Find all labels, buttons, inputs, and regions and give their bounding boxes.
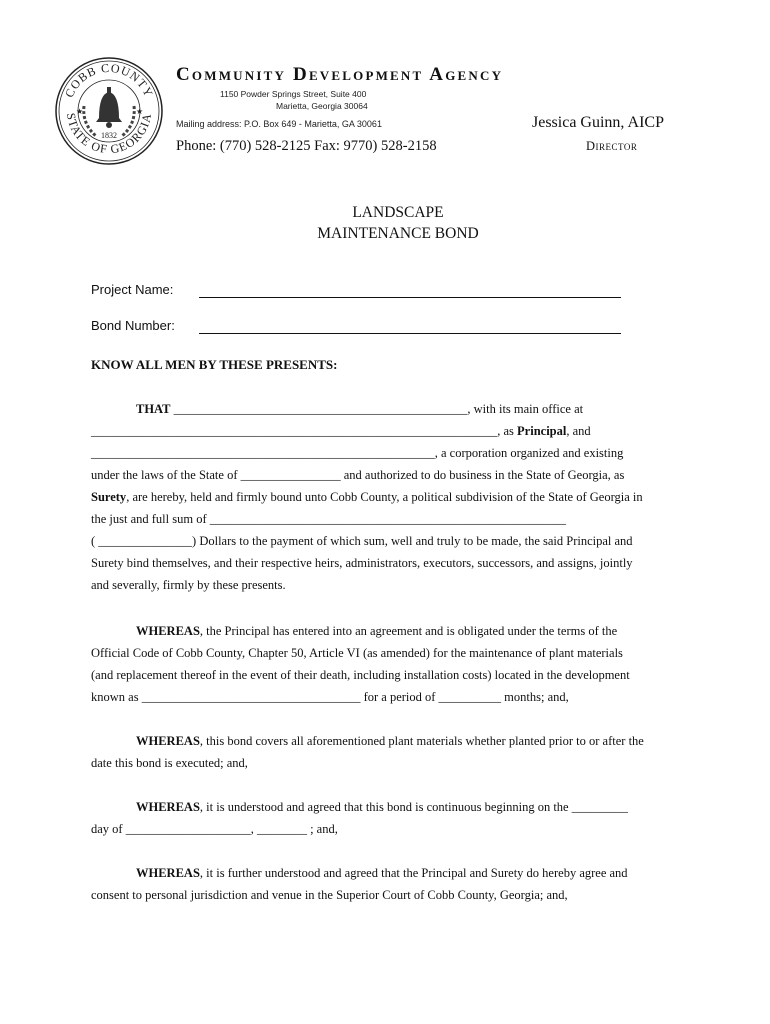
whereas-paragraph-1 <box>91 620 716 708</box>
text-line: the just and full sum of _________________________________________________________ <box>91 512 566 526</box>
agency-name: Community Development Agency <box>176 64 504 85</box>
bond-number-field[interactable] <box>199 333 621 334</box>
address-line-1: 1150 Powder Springs Street, Suite 400 <box>220 89 367 99</box>
whereas-paragraph-3 <box>91 796 716 840</box>
text-line: _______________________________________________________, a corporation organized and existing <box>91 446 624 460</box>
text-line: , this bond covers all aforementioned plant materials whether planted prior to or after the <box>199 734 644 748</box>
text-line: ( _______________) Dollars to the payment of which sum, well and truly to be made, the said Principal and <box>91 534 633 548</box>
text-line: and severally, firmly by these presents. <box>91 578 286 592</box>
seal-bottom-text: STATE OF GEORGIA <box>63 111 155 157</box>
whereas-paragraph-4 <box>91 862 716 906</box>
bond-number-label: Bond Number: <box>91 318 175 333</box>
whereas-paragraph-2 <box>91 730 716 774</box>
director-title: Director <box>586 139 638 153</box>
text-line: date this bond is executed; and, <box>91 756 248 770</box>
principal-label: Principal <box>517 424 567 438</box>
bell-icon <box>96 92 122 122</box>
director-name: Jessica Guinn, AICP <box>532 114 664 131</box>
text-line: , and <box>566 424 591 438</box>
phone-fax: Phone: (770) 528-2125 Fax: 9770) 528-2158 <box>176 138 437 154</box>
text-line: , are hereby, held and firmly bound unto Cobb County, a political subdivision of the State of Georgia in <box>126 490 643 504</box>
mailing-address: Mailing address: P.O. Box 649 - Marietta, GA 30061 <box>176 119 382 129</box>
star-icon: ★ <box>76 107 84 116</box>
surety-label: Surety <box>91 490 127 504</box>
whereas-label: WHEREAS <box>136 800 200 814</box>
know-all-men-heading: KNOW ALL MEN BY THESE PRESENTS: <box>91 357 338 372</box>
text-line: under the laws of the State of ________________ and authorized to do business in the State of Georgia, as <box>91 468 625 482</box>
that-label: THAT <box>136 402 171 416</box>
text-line: , it is understood and agreed that this bond is continuous beginning on the _________ <box>199 800 628 814</box>
text-line: Official Code of Cobb County, Chapter 50, Article VI (as amended) for the maintenance of plant materials <box>91 646 623 660</box>
cobb-county-seal <box>54 56 164 166</box>
seal-top-text: COBB COUNTY <box>61 60 157 100</box>
whereas-label: WHEREAS <box>136 866 200 880</box>
text-line: _______________________________________________, with its main office at <box>170 402 584 416</box>
text-line: known as ___________________________________ for a period of __________ months; and, <box>91 690 569 704</box>
text-line: , the Principal has entered into an agreement and is obligated under the terms of the <box>199 624 618 638</box>
seal-year: 1832 <box>101 131 117 140</box>
bond-paragraph <box>91 398 716 596</box>
text-line: , it is further understood and agreed that the Principal and Surety do hereby agree and <box>199 866 628 880</box>
text-line: _________________________________________________________________, as <box>91 424 518 438</box>
text-line: consent to personal jurisdiction and venue in the Superior Court of Cobb County, Georgia; and, <box>91 888 568 902</box>
text-line: Surety bind themselves, and their respective heirs, administrators, executors, successors, and assigns, jointly <box>91 556 633 570</box>
text-line: day of ____________________, ________ ; and, <box>91 822 338 836</box>
project-name-field[interactable] <box>199 297 621 298</box>
star-icon: ★ <box>136 107 144 116</box>
document-title-line2: MAINTENANCE BOND <box>317 225 479 242</box>
text-line: (and replacement thereof in the event of their death, including installation costs) located in the development <box>91 668 630 682</box>
whereas-label: WHEREAS <box>136 734 200 748</box>
project-name-label: Project Name: <box>91 282 174 297</box>
address-line-2: Marietta, Georgia 30064 <box>276 101 368 111</box>
whereas-label: WHEREAS <box>136 624 200 638</box>
document-title-line1: LANDSCAPE <box>352 204 444 221</box>
